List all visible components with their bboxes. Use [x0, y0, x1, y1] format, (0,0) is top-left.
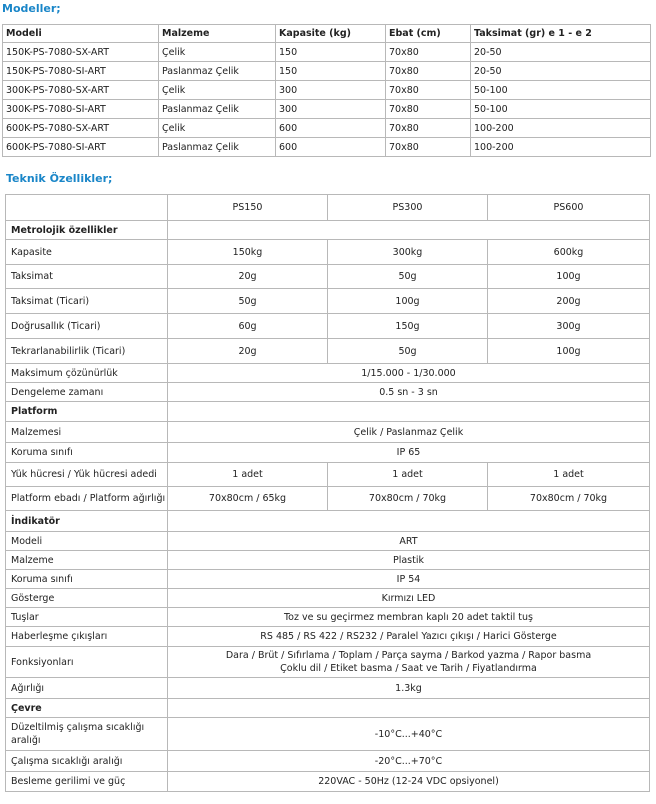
spec-value-line: Dara / Brüt / Sıfırlama / Toplam / Parça sayma / Barkod yazma / Rapor basma — [225, 650, 592, 661]
spec-row — [6, 570, 650, 589]
spec-row — [6, 751, 650, 772]
spec-value-line: Çelik / Paslanmaz Çelik — [353, 426, 464, 438]
table-row — [3, 81, 651, 100]
spec-section-title: İndikatör — [6, 511, 168, 532]
table-cell: 150K-PS-7080-SI-ART — [3, 62, 159, 81]
table-cell: Paslanmaz Çelik — [159, 62, 276, 81]
table-cell: Çelik — [159, 81, 276, 100]
spec-label — [6, 772, 168, 792]
spec-section-row — [6, 402, 650, 422]
spec-label-line: Maksimum çözünürlük — [11, 367, 118, 379]
spec-label — [6, 570, 168, 589]
spec-label: Doğrusallık (Ticari) — [6, 314, 168, 339]
spec-label — [6, 589, 168, 608]
spec-header-row — [6, 195, 650, 221]
table-cell: 600K-PS-7080-SI-ART — [3, 138, 159, 157]
spec-value: 70x80cm / 70kg — [328, 487, 488, 511]
spec-label: Kapasite — [6, 240, 168, 265]
spec-value — [168, 718, 650, 751]
spec-column-header: PS300 — [328, 195, 488, 221]
table-cell: Paslanmaz Çelik — [159, 100, 276, 119]
spec-value — [168, 608, 650, 627]
spec-table — [5, 194, 650, 792]
spec-value: 300kg — [328, 240, 488, 265]
models-header-cell: Taksimat (gr) e 1 - e 2 — [471, 25, 651, 43]
spec-label-line: Dengeleme zamanı — [11, 386, 104, 398]
table-cell: 300 — [276, 81, 386, 100]
spec-label: Taksimat — [6, 265, 168, 289]
table-cell: 70x80 — [386, 119, 471, 138]
spec-value: 20g — [168, 339, 328, 364]
table-cell: 600 — [276, 138, 386, 157]
spec-label: Platform ebadı / Platform ağırlığı — [6, 487, 168, 511]
spec-value-line: Toz ve su geçirmez membran kaplı 20 adet taktil tuş — [283, 611, 534, 623]
spec-value-line: IP 54 — [396, 573, 421, 585]
spec-value-line: IP 65 — [396, 447, 421, 458]
spec-value — [168, 422, 650, 443]
table-row — [3, 43, 651, 62]
tech-heading: Teknik Özellikler; — [6, 172, 113, 185]
spec-label-line: Malzeme — [11, 554, 54, 566]
table-cell: 300K-PS-7080-SI-ART — [3, 100, 159, 119]
spec-value: 1 adet — [168, 463, 328, 487]
spec-value — [168, 443, 650, 463]
spec-section-title: Platform — [6, 402, 168, 422]
table-cell: 150K-PS-7080-SX-ART — [3, 43, 159, 62]
models-header-cell: Modeli — [3, 25, 159, 43]
spec-row — [6, 589, 650, 608]
spec-row — [6, 364, 650, 383]
models-table — [2, 24, 651, 157]
spec-value-line: 0.5 sn - 3 sn — [379, 386, 438, 398]
spec-value — [168, 551, 650, 570]
models-header-row — [3, 25, 651, 43]
table-cell: 20-50 — [471, 62, 651, 81]
spec-label-line: Gösterge — [11, 592, 55, 604]
spec-value — [168, 532, 650, 551]
spec-label — [6, 551, 168, 570]
spec-value: 300g — [488, 314, 650, 339]
spec-value: 150g — [328, 314, 488, 339]
table-row — [3, 62, 651, 81]
table-cell: 150 — [276, 43, 386, 62]
spec-label — [6, 364, 168, 383]
models-heading: Modeller; — [2, 2, 61, 15]
spec-value: 60g — [168, 314, 328, 339]
spec-label-line: Tuşlar — [11, 611, 39, 623]
spec-label-line: Haberleşme çıkışları — [11, 631, 108, 642]
spec-label-line: Ağırlığı — [11, 682, 45, 694]
spec-value: 1 adet — [328, 463, 488, 487]
spec-row — [6, 383, 650, 402]
spec-label: Tekrarlanabilirlik (Ticari) — [6, 339, 168, 364]
spec-value: 1 adet — [488, 463, 650, 487]
spec-value: 600kg — [488, 240, 650, 265]
spec-value: 100g — [328, 289, 488, 314]
table-cell: 70x80 — [386, 81, 471, 100]
table-row — [3, 100, 651, 119]
spec-row — [6, 443, 650, 463]
table-cell: 100-200 — [471, 138, 651, 157]
table-cell: 70x80 — [386, 62, 471, 81]
spec-value: 70x80cm / 70kg — [488, 487, 650, 511]
spec-value-line: -20°C...+70°C — [374, 755, 443, 767]
spec-row — [6, 463, 650, 487]
spec-value — [168, 383, 650, 402]
spec-label — [6, 532, 168, 551]
spec-value: 100g — [488, 339, 650, 364]
table-cell: Çelik — [159, 119, 276, 138]
spec-label — [6, 422, 168, 443]
spec-value — [168, 627, 650, 647]
spec-section-row — [6, 221, 650, 240]
spec-section-row — [6, 511, 650, 532]
spec-value — [168, 678, 650, 699]
spec-value-line: 1/15.000 - 1/30.000 — [361, 367, 456, 379]
spec-section-title: Metrolojik özellikler — [6, 221, 168, 240]
spec-header-blank — [6, 195, 168, 221]
spec-label — [6, 443, 168, 463]
spec-value: 50g — [328, 265, 488, 289]
spec-row — [6, 678, 650, 699]
table-cell: 600 — [276, 119, 386, 138]
spec-value-line: 220VAC - 50Hz (12-24 VDC opsiyonel) — [318, 776, 499, 787]
spec-value: 50g — [328, 339, 488, 364]
spec-row — [6, 772, 650, 792]
table-cell: 20-50 — [471, 43, 651, 62]
spec-row — [6, 647, 650, 678]
spec-section-row — [6, 699, 650, 718]
table-cell: 50-100 — [471, 100, 651, 119]
spec-label-line: Koruma sınıfı — [11, 447, 73, 458]
spec-label-line: Malzemesi — [11, 426, 62, 438]
spec-row — [6, 314, 650, 339]
spec-value-line: ART — [399, 535, 418, 547]
spec-label — [6, 627, 168, 647]
spec-value-line: Plastik — [392, 554, 424, 566]
table-cell: 70x80 — [386, 43, 471, 62]
spec-value — [168, 570, 650, 589]
spec-value-line: -10°C...+40°C — [374, 728, 443, 740]
spec-value: 100g — [488, 265, 650, 289]
spec-label — [6, 718, 168, 751]
spec-value: 50g — [168, 289, 328, 314]
spec-label — [6, 383, 168, 402]
spec-column-header: PS150 — [168, 195, 328, 221]
spec-value: 20g — [168, 265, 328, 289]
spec-label-line: Koruma sınıfı — [11, 573, 73, 585]
spec-value-line: Kırmızı LED — [381, 592, 436, 604]
table-cell: Çelik — [159, 43, 276, 62]
spec-row — [6, 339, 650, 364]
spec-label-line: aralığı — [11, 735, 41, 746]
spec-section-blank — [168, 221, 650, 240]
models-header-cell: Kapasite (kg) — [276, 25, 386, 43]
spec-column-header: PS600 — [488, 195, 650, 221]
spec-row — [6, 551, 650, 570]
table-cell: 600K-PS-7080-SX-ART — [3, 119, 159, 138]
spec-row — [6, 608, 650, 627]
spec-value-line: RS 485 / RS 422 / RS232 / Paralel Yazıcı çıkışı / Harici Gösterge — [260, 631, 557, 642]
spec-row — [6, 627, 650, 647]
spec-value: 70x80cm / 65kg — [168, 487, 328, 511]
table-row — [3, 119, 651, 138]
table-cell: 50-100 — [471, 81, 651, 100]
spec-label-line: Fonksiyonları — [11, 656, 74, 668]
spec-row — [6, 532, 650, 551]
spec-label — [6, 751, 168, 772]
spec-value: 200g — [488, 289, 650, 314]
spec-row — [6, 240, 650, 265]
spec-label-line: Çalışma sıcaklığı aralığı — [11, 755, 123, 767]
spec-section-blank — [168, 402, 650, 422]
spec-section-blank — [168, 511, 650, 532]
spec-value — [168, 772, 650, 792]
table-cell: 150 — [276, 62, 386, 81]
spec-value — [168, 589, 650, 608]
spec-label — [6, 678, 168, 699]
spec-label: Yük hücresi / Yük hücresi adedi — [6, 463, 168, 487]
spec-row — [6, 289, 650, 314]
spec-row — [6, 718, 650, 751]
spec-value — [168, 751, 650, 772]
spec-label — [6, 608, 168, 627]
table-row — [3, 138, 651, 157]
table-cell: 300K-PS-7080-SX-ART — [3, 81, 159, 100]
table-cell: 70x80 — [386, 100, 471, 119]
spec-label-line: Modeli — [11, 535, 43, 547]
spec-value-line: 1.3kg — [395, 682, 422, 694]
spec-value — [168, 647, 650, 678]
spec-row — [6, 487, 650, 511]
spec-label-line: Besleme gerilimi ve güç — [11, 776, 126, 787]
spec-value — [168, 364, 650, 383]
spec-section-title: Çevre — [6, 699, 168, 718]
spec-value: 150kg — [168, 240, 328, 265]
spec-label-line: Düzeltilmiş çalışma sıcaklığı — [11, 722, 145, 733]
table-cell: Paslanmaz Çelik — [159, 138, 276, 157]
spec-value-line: Çoklu dil / Etiket basma / Saat ve Tarih / Fiyatlandırma — [280, 663, 537, 674]
models-header-cell: Ebat (cm) — [386, 25, 471, 43]
table-cell: 70x80 — [386, 138, 471, 157]
spec-label — [6, 647, 168, 678]
spec-label: Taksimat (Ticari) — [6, 289, 168, 314]
table-cell: 100-200 — [471, 119, 651, 138]
table-cell: 300 — [276, 100, 386, 119]
spec-row — [6, 265, 650, 289]
models-header-cell: Malzeme — [159, 25, 276, 43]
spec-section-blank — [168, 699, 650, 718]
spec-row — [6, 422, 650, 443]
